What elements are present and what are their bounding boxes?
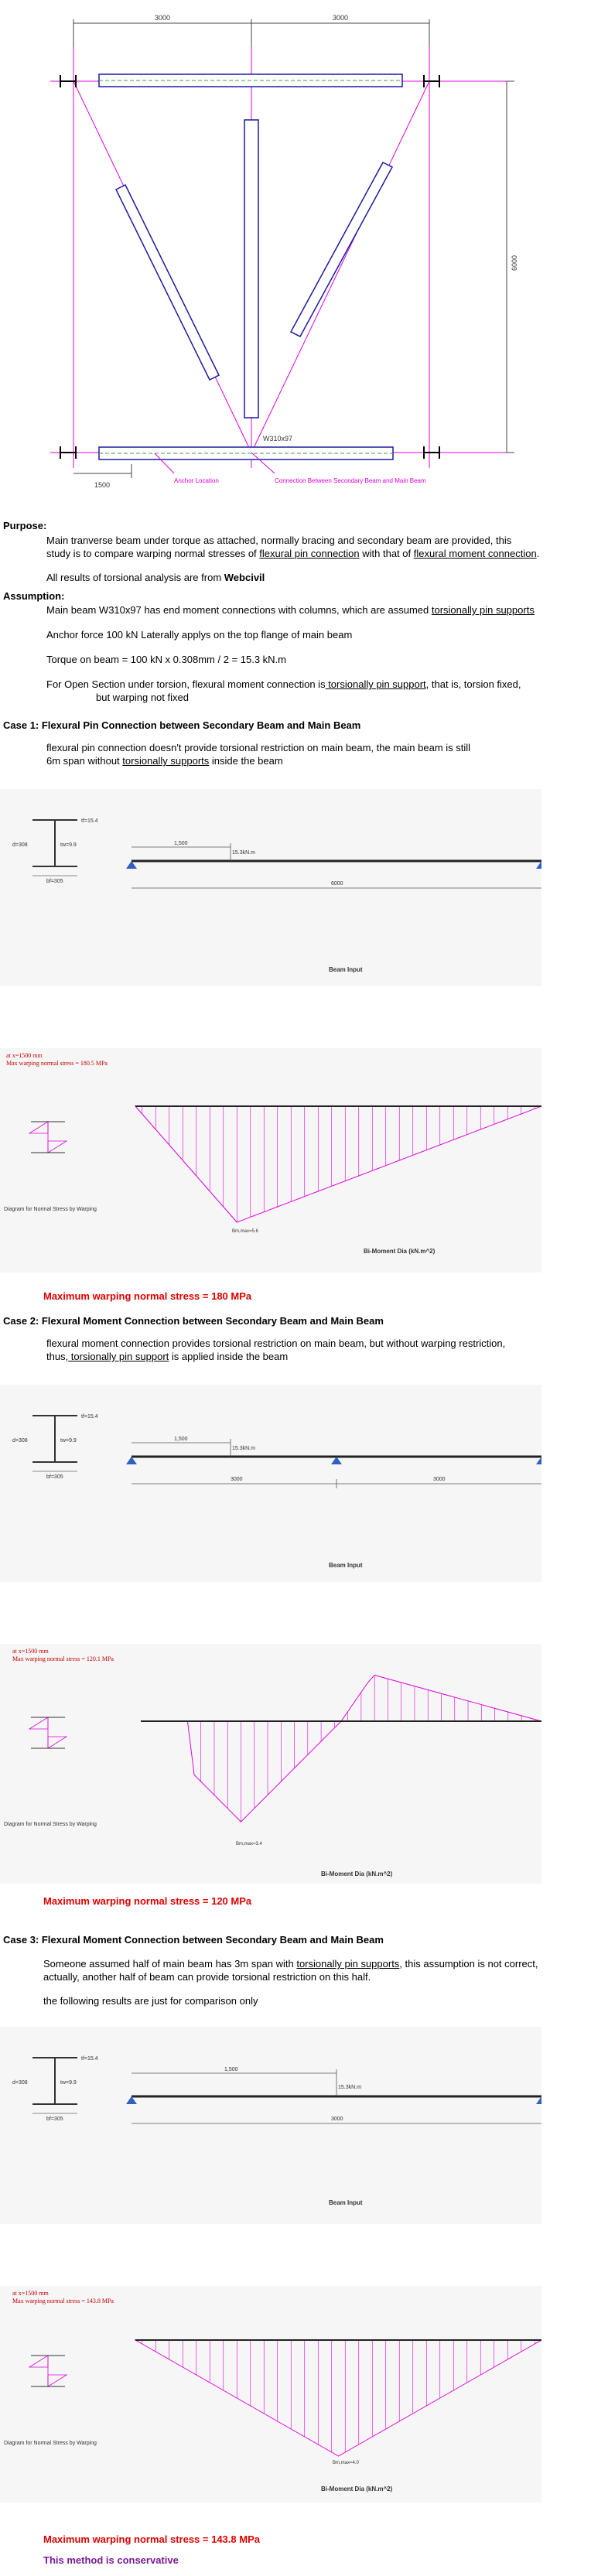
assumption-paragraph [46, 603, 588, 704]
case3-at: at x=1500 mm [12, 2290, 49, 2297]
case2-span-l: 3000 [231, 1477, 243, 1482]
flexural-pin-connection-link[interactable]: flexural pin connection [259, 548, 360, 559]
case3-sec-d: d=308 [12, 2080, 28, 2086]
torsionally-pin-supports-link[interactable]: torsionally pin supports [431, 604, 535, 616]
flexural-moment-connection-link[interactable]: flexural moment connection [413, 548, 537, 559]
case1-result: Maximum warping normal stress = 180 MPa [43, 1290, 252, 1302]
dim-top-right: 3000 [333, 14, 349, 22]
assumption-line-2: Anchor force 100 kN Laterally applys on the top flange of main beam [46, 629, 353, 641]
case3-sec-bf: bf=305 [46, 2116, 63, 2122]
case3-line-3: the following results are just for comparison only [43, 1995, 258, 2007]
assumption-title: Assumption: [3, 590, 65, 602]
case2-paragraph [46, 1337, 588, 1363]
purpose-line-1: Main tranverse beam under torque as attached, normally bracing and secondary beam are provided, this [46, 535, 512, 546]
case2-diagram-label: Diagram for Normal Stress by Warping [4, 1822, 97, 1827]
case3-paragraph [43, 1957, 588, 2007]
case1-text: inside the beam [209, 755, 283, 767]
case1-text: 6m span without [46, 755, 123, 767]
case3-max-text: Max warping normal stress = 143.8 MPa [12, 2298, 114, 2304]
assumption-line-1 [46, 603, 588, 617]
assumption-text: Main beam W310x97 has end moment connections with columns, which are assumed [46, 604, 432, 616]
assumption-line-5: but warping not fixed [96, 692, 189, 703]
case3-title: Case 3: Flexural Moment Connection between Secondary Beam and Main Beam [3, 1934, 384, 1946]
case3-input-label: Beam Input [329, 2199, 363, 2206]
case2-bm-label: Bi-Moment Dia (kN.m^2) [321, 1871, 393, 1877]
case1-max-text: Max warping normal stress = 180.5 MPa [6, 1060, 108, 1067]
case2-text: is applied inside the beam [169, 1351, 289, 1362]
case1-sec-tf: tf=15.4 [81, 818, 98, 824]
case1-bimoment-drawing [0, 1048, 541, 1273]
purpose-text: All results of torsional analysis are from [46, 572, 224, 583]
case1-diagram-label: Diagram for Normal Stress by Warping [4, 1207, 97, 1212]
purpose-text: with that of [359, 548, 414, 559]
case2-beam-input-drawing [0, 1385, 541, 1582]
assumption-line-3: Torque on beam = 100 kN x 0.308mm / 2 = 15.3 kN.m [46, 654, 286, 665]
case1-line-1: flexural pin connection doesn't provide torsional restriction on main beam, the main beam is still [46, 742, 471, 753]
case3-sec-tf: tf=15.4 [81, 2056, 98, 2062]
case2-input-label: Beam Input [329, 1562, 363, 1569]
case2-title: Case 2: Flexural Moment Connection between Secondary Beam and Main Beam [3, 1315, 384, 1327]
case2-sec-d: d=308 [12, 1438, 28, 1443]
case1-sec-bf: bf=305 [46, 879, 63, 884]
case3-conclusion: This method is conservative [43, 2554, 179, 2566]
torsionally-pin-support-link-2[interactable]: torsionally pin support [68, 1351, 169, 1362]
case2-bimoment-drawing [0, 1644, 541, 1884]
case2-result: Maximum warping normal stress = 120 MPa [43, 1895, 252, 1907]
dim-height: 6000 [511, 255, 518, 271]
case2-line-1: flexural moment connection provides torsional restriction on main beam, but without warping restriction, [46, 1338, 506, 1349]
case3-dim-a: 1,500 [224, 2067, 238, 2072]
case3-bm-label: Bi-Moment Dia (kN.m^2) [321, 2485, 393, 2492]
case3-load: 15.3kN.m [338, 2085, 361, 2090]
connection-label: Connection Between Secondary Beam and Main Beam [275, 477, 426, 484]
case1-dim-a: 1,500 [174, 841, 188, 846]
beam-label: W310x97 [263, 435, 293, 442]
case1-at: at x=1500 mm [6, 1052, 43, 1059]
assumption-text: , that is, torsion fixed, [425, 678, 521, 690]
case2-max-value-label: Bm,max=3.4 [236, 1842, 262, 1847]
case2-max-text: Max warping normal stress = 120.1 MPa [12, 1655, 114, 1662]
case3-line-2: actually, another half of beam can provide torsional restriction on this half. [43, 1971, 371, 1983]
case3-result: Maximum warping normal stress = 143.8 MPa [43, 2533, 260, 2545]
anchor-label: Anchor Location [174, 477, 219, 484]
case1-sec-tw: tw=9.9 [60, 842, 77, 848]
case1-beam-input-drawing [0, 789, 541, 986]
case1-sec-d: d=308 [12, 842, 28, 848]
case3-beam-input-drawing [0, 2027, 541, 2224]
assumption-line-4 [46, 678, 588, 691]
case3-line-1 [43, 1957, 588, 1970]
torsionally-pin-support-link[interactable]: torsionally pin support [325, 678, 426, 690]
case3-text: Someone assumed half of main beam has 3m span with [43, 1958, 297, 1970]
case2-text: thus, [46, 1351, 69, 1362]
case1-load: 15.3kN.m [232, 850, 255, 856]
case2-load: 15.3kN.m [232, 1446, 255, 1451]
case2-dim-a: 1,500 [174, 1437, 188, 1442]
case1-paragraph [46, 741, 588, 767]
case3-text: , this assumption is not correct, [399, 1958, 538, 1970]
assumption-text: For Open Section under torsion, flexural moment connection is [46, 678, 326, 690]
case2-at: at x=1500 mm [12, 1648, 49, 1655]
case2-line-2 [46, 1350, 588, 1363]
case2-sec-bf: bf=305 [46, 1474, 63, 1480]
case2-sec-tw: tw=9.9 [60, 1438, 77, 1443]
purpose-text: . [536, 548, 540, 559]
purpose-line-2 [46, 547, 588, 560]
dim-bottom: 1500 [94, 481, 111, 489]
case1-bm-label: Bi-Moment Dia (kN.m^2) [364, 1248, 436, 1255]
case3-bimoment-drawing [0, 2286, 541, 2503]
purpose-line-3 [46, 571, 588, 584]
purpose-title: Purpose: [3, 520, 47, 531]
case1-line-2 [46, 754, 588, 767]
case3-sec-tw: tw=9.9 [60, 2080, 77, 2086]
case2-span-r: 3000 [433, 1477, 446, 1482]
dim-top-left: 3000 [155, 14, 171, 22]
case3-diagram-label: Diagram for Normal Stress by Warping [4, 2441, 97, 2446]
case1-input-label: Beam Input [329, 966, 363, 973]
torsionally-supports-link[interactable]: torsionally supports [122, 755, 210, 767]
purpose-paragraph [46, 534, 588, 584]
case1-max-value-label: Bm,max=5.6 [232, 1229, 258, 1234]
torsionally-pin-supports-link-2[interactable]: torsionally pin supports [296, 1958, 400, 1970]
case3-max-value-label: Bm,max=4.0 [333, 2461, 359, 2465]
case2-sec-tf: tf=15.4 [81, 1414, 98, 1420]
case1-span: 6000 [331, 881, 343, 887]
case3-span: 3000 [331, 2116, 343, 2122]
plan-drawing [0, 0, 591, 495]
webcivil-name: Webcivil [224, 572, 265, 583]
purpose-text: study is to compare warping normal stresses of [46, 548, 260, 559]
case1-title: Case 1: Flexural Pin Connection between Secondary Beam and Main Beam [3, 719, 361, 731]
